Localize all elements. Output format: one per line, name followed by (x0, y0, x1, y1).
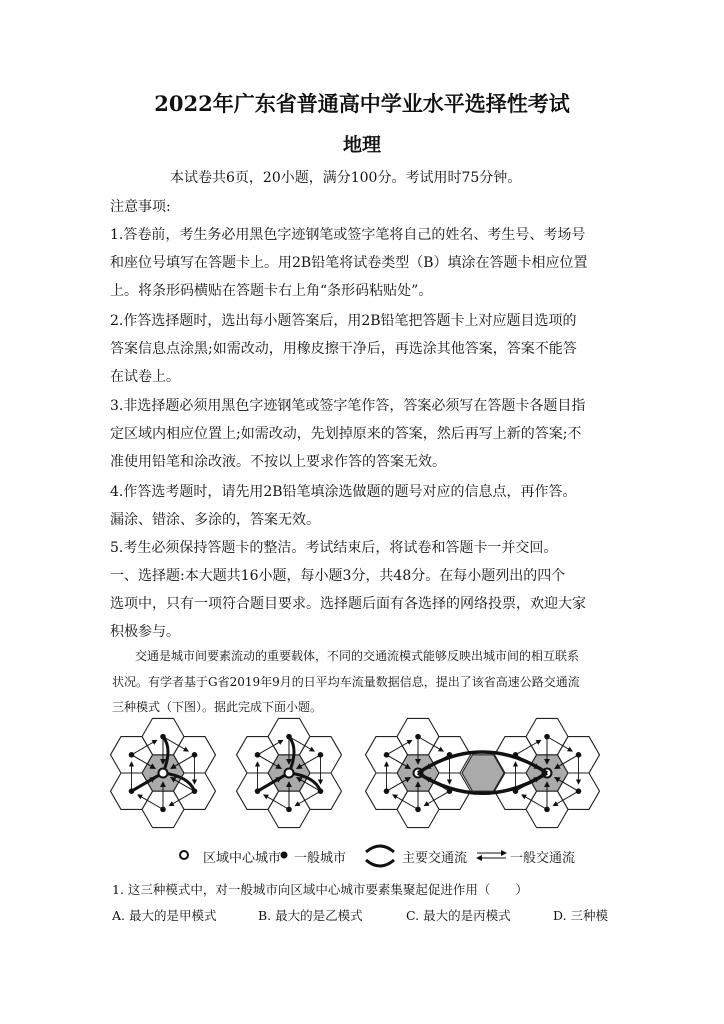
legend-major-flow-icon (366, 846, 394, 852)
section-heading: 积极参与。 (110, 624, 180, 640)
notice-line: 在试卷上。 (110, 369, 180, 385)
option-b: B. 最大的是乙模式 (258, 908, 363, 923)
option-d: D. 三种模 (553, 908, 609, 923)
section-heading: 一、选择题:本大题共16小题，每小题3分，共48分。在每小题列出的四个 (110, 568, 566, 584)
subject-title: 地理 (342, 134, 381, 156)
notice-line: 和座位号填写在答题卡上。用2B铅笔将试卷类型（B）填涂在答题卡相应位置 (110, 255, 588, 271)
notice-line: 2.作答选择题时，选出每小题答案后，用2B铅笔把答题卡上对应题目选项的 (110, 313, 577, 329)
legend-major-flow-label: 主要交通流 (402, 851, 468, 866)
notice-line: 1.答卷前，考生务必用黑色字迹钢笔或签字笔将自己的姓名、考生号、考场号 (110, 227, 586, 243)
regional-center-city (159, 769, 168, 778)
regional-center-city (285, 769, 294, 778)
notice-line: 4.作答选考题时，请先用2B铅笔填涂选做题的题号对应的信息点，再作答。 (110, 484, 577, 500)
notice-line: 3.非选择题必须用黑色字迹钢笔或签字笔作答，答案必须写在答题卡各题目指 (110, 398, 586, 414)
notice-line: 上。将条形码横贴在答题卡右上角“条形码粘贴处”。 (110, 283, 433, 299)
notice-line: 准使用铅笔和涂改液。不按以上要求作答的答案无效。 (110, 454, 446, 470)
passage-line: 状况。有学者基于G省2019年9月的日平均车流量数据信息，提出了该省高速公路交通流 (112, 675, 580, 689)
passage-line: 三种模式（下图）。据此完成下面小题。 (112, 700, 323, 714)
legend-major-flow-icon (366, 860, 394, 866)
notice-line: 答案信息点涂黑;如需改动，用橡皮擦干净后，再选涂其他答案，答案不能答 (110, 341, 577, 357)
notice-line: 漏涂、错涂、多涂的，答案无效。 (110, 512, 320, 528)
legend-regional-center-label: 区域中心城市 (203, 851, 282, 866)
exam-title: 2022年广东省普通高中学业水平选择性考试 (154, 91, 570, 116)
option-c: C. 最大的是丙模式 (406, 908, 511, 923)
option-a: A. 最大的是甲模式 (112, 908, 217, 923)
passage-line: 交通是城市间要素流动的重要载体，不同的交通流模式能够反映出城市间的相互联系 (135, 649, 580, 663)
question-stem: 1. 这三种模式中，对一般城市向区域中心城市要素集聚起促进作用（ ） (112, 882, 528, 897)
section-heading: 选项中，只有一项符合题目要求。选择题后面有各选择的网络投票，欢迎大家 (110, 596, 586, 612)
exam-intro: 本试卷共6页，20小题，满分100分。考试用时75分钟。 (170, 170, 522, 186)
legend-general-city-icon (281, 852, 288, 859)
notice-heading: 注意事项: (110, 199, 171, 215)
notice-line: 5.考生必须保持答题卡的整洁。考试结束后，将试卷和答题卡一并交回。 (110, 540, 558, 556)
legend-regional-center-icon (180, 851, 188, 859)
legend-general-flow-label: 一般交通流 (510, 851, 576, 866)
legend-general-city-label: 一般城市 (294, 851, 347, 866)
notice-line: 定区域内相应位置上;如需改动，先划掉原来的答案，然后再写上新的答案;不 (110, 426, 582, 442)
